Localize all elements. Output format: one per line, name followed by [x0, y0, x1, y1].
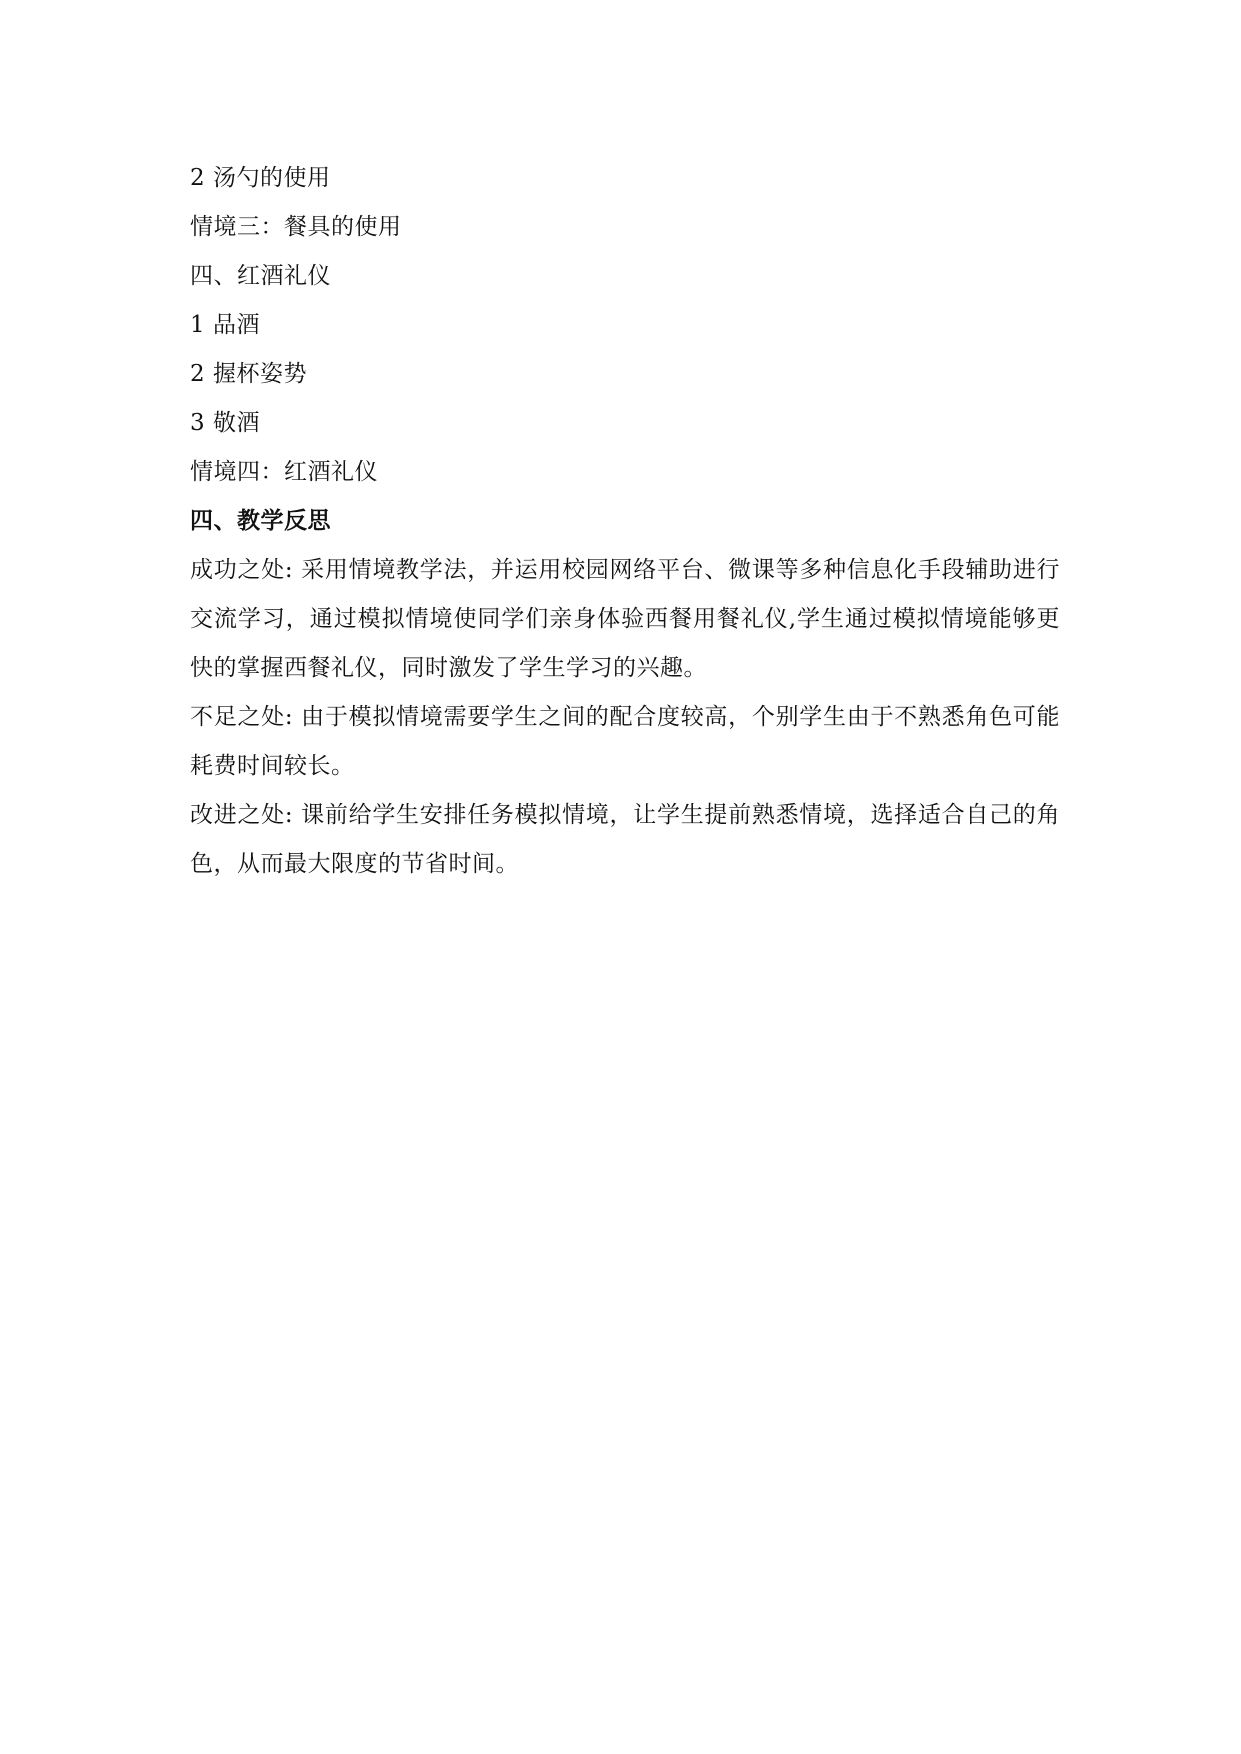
paragraph-weaknesses: 不足之处: 由于模拟情境需要学生之间的配合度较高，个别学生由于不熟悉角色可能耗费时间较长。: [190, 704, 1060, 779]
text-line-glass-grip: 2 握杯姿势: [190, 361, 307, 387]
text-line-tasting: 1 品酒: [190, 312, 260, 338]
paragraph-strengths: 成功之处: 采用情境教学法，并运用校园网络平台、微课等多种信息化手段辅助进行交流学习，通过模拟情境使同学们亲身体验西餐用餐礼仪,学生通过模拟情境能够更快的掌握西餐礼仪，同时激发了学生学习的兴趣。: [190, 557, 1060, 681]
text-line-wine-etiquette: 四、红酒礼仪: [190, 263, 331, 289]
document-body: [190, 154, 1060, 889]
text-line-soup-spoon: 2 汤勺的使用: [190, 165, 331, 191]
text-line-scenario-four: 情境四：红酒礼仪: [190, 459, 378, 485]
paragraph-improvements: 改进之处: 课前给学生安排任务模拟情境，让学生提前熟悉情境，选择适合自己的角色，从而最大限度的节省时间。: [190, 802, 1060, 877]
section-heading-reflection: 四、教学反思: [190, 508, 331, 534]
text-line-scenario-three: 情境三：餐具的使用: [190, 214, 402, 240]
text-line-toast: 3 敬酒: [190, 410, 260, 436]
